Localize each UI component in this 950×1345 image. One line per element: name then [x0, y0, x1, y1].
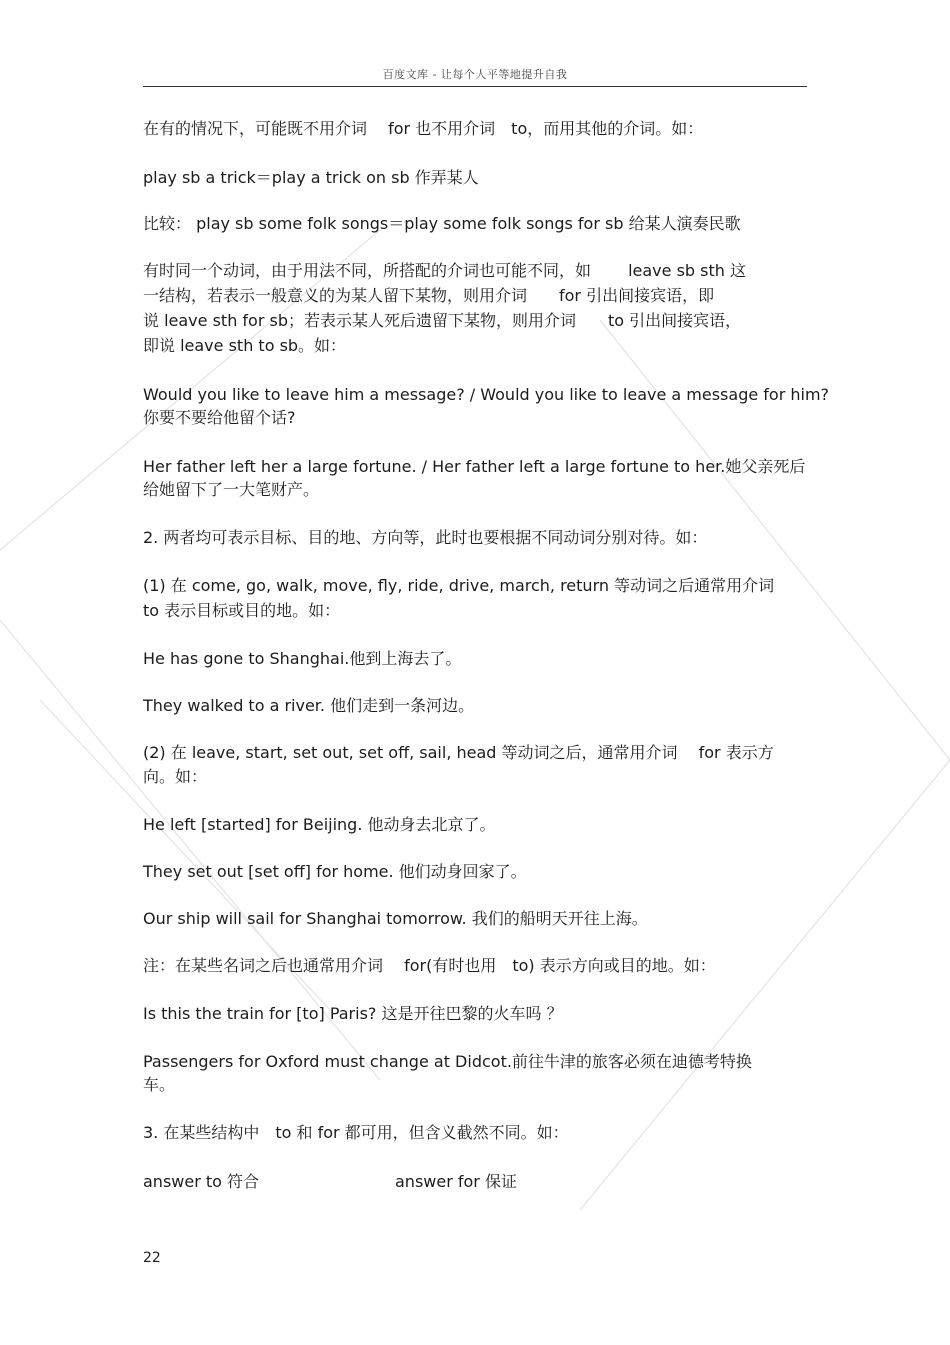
- paragraph-line: 有时同一个动词，由于用法不同，所搭配的介词也可能不同，如 leave sb sth 这: [143, 261, 746, 280]
- paragraph-line: Our ship will sail for Shanghai tomorrow. 我们的船明天开往上海。: [143, 909, 648, 928]
- paragraph-line: 给她留下了一大笔财产。: [143, 480, 320, 499]
- paragraph-line: They set out [set off] for home. 他们动身回家了。: [143, 862, 527, 881]
- paragraph-line: Her father left her a large fortune. / Her father left a large fortune to her.她父亲死后: [143, 457, 806, 476]
- paragraph-line: 说 leave sth for sb；若表示某人死后遗留下某物，则用介词 to 引出间接宾语，: [143, 311, 742, 330]
- paragraph-line: 即说 leave sth to sb。如：: [143, 336, 347, 355]
- paragraph-line: He left [started] for Beijing. 他动身去北京了。: [143, 815, 496, 834]
- paragraph-line: 注：在某些名词之后也通常用介词 for(有时也用 to) 表示方向或目的地。如：: [143, 956, 716, 975]
- paragraph-line: 2. 两者均可表示目标、目的地、方向等，此时也要根据不同动词分别对待。如：: [143, 528, 708, 547]
- paragraph-line: 比较： play sb some folk songs＝play some folk songs for sb 给某人演奏民歌: [143, 214, 741, 233]
- answer-for-entry: answer for 保证: [395, 1172, 517, 1191]
- paragraph-line: They walked to a river. 他们走到一条河边。: [143, 696, 475, 715]
- paragraph-line: Is this the train for [to] Paris? 这是开往巴黎的火车吗 ？: [143, 1004, 563, 1023]
- paragraph-line: 3. 在某些结构中 to 和 for 都可用，但含义截然不同。如：: [143, 1123, 569, 1142]
- paragraph-line: 向。如：: [143, 767, 208, 786]
- page-header: 百度文库 - 让每个人平等地提升自我: [143, 66, 807, 87]
- answer-to-entry: answer to 符合: [143, 1172, 260, 1191]
- paragraph-line: 你要不要给他留个话?: [143, 408, 296, 427]
- paragraph-line: (2) 在 leave, start, set out, set off, sail, head 等动词之后，通常用介词 for 表示方: [143, 743, 774, 762]
- paragraph-line: 车。: [143, 1075, 176, 1094]
- paragraph-line: play sb a trick＝play a trick on sb 作弄某人: [143, 168, 479, 187]
- paragraph-line: (1) 在 come, go, walk, move, fly, ride, drive, march, return 等动词之后通常用介词: [143, 576, 775, 595]
- paragraph-line: to 表示目标或目的地。如：: [143, 601, 341, 620]
- paragraph-line: Passengers for Oxford must change at Didcot.前往牛津的旅客必须在迪德考特换: [143, 1052, 752, 1071]
- paragraph-line: 一结构，若表示一般意义的为某人留下某物，则用介词 for 引出间接宾语，即: [143, 286, 715, 305]
- paragraph-line: 在有的情况下，可能既不用介词 for 也不用介词 to，而用其他的介词。如：: [143, 119, 704, 138]
- paragraph-line: Would you like to leave him a message? / Would you like to leave a message for him?: [143, 385, 830, 404]
- paragraph-line: He has gone to Shanghai.他到上海去了。: [143, 649, 462, 668]
- page-number: 22: [143, 1250, 161, 1266]
